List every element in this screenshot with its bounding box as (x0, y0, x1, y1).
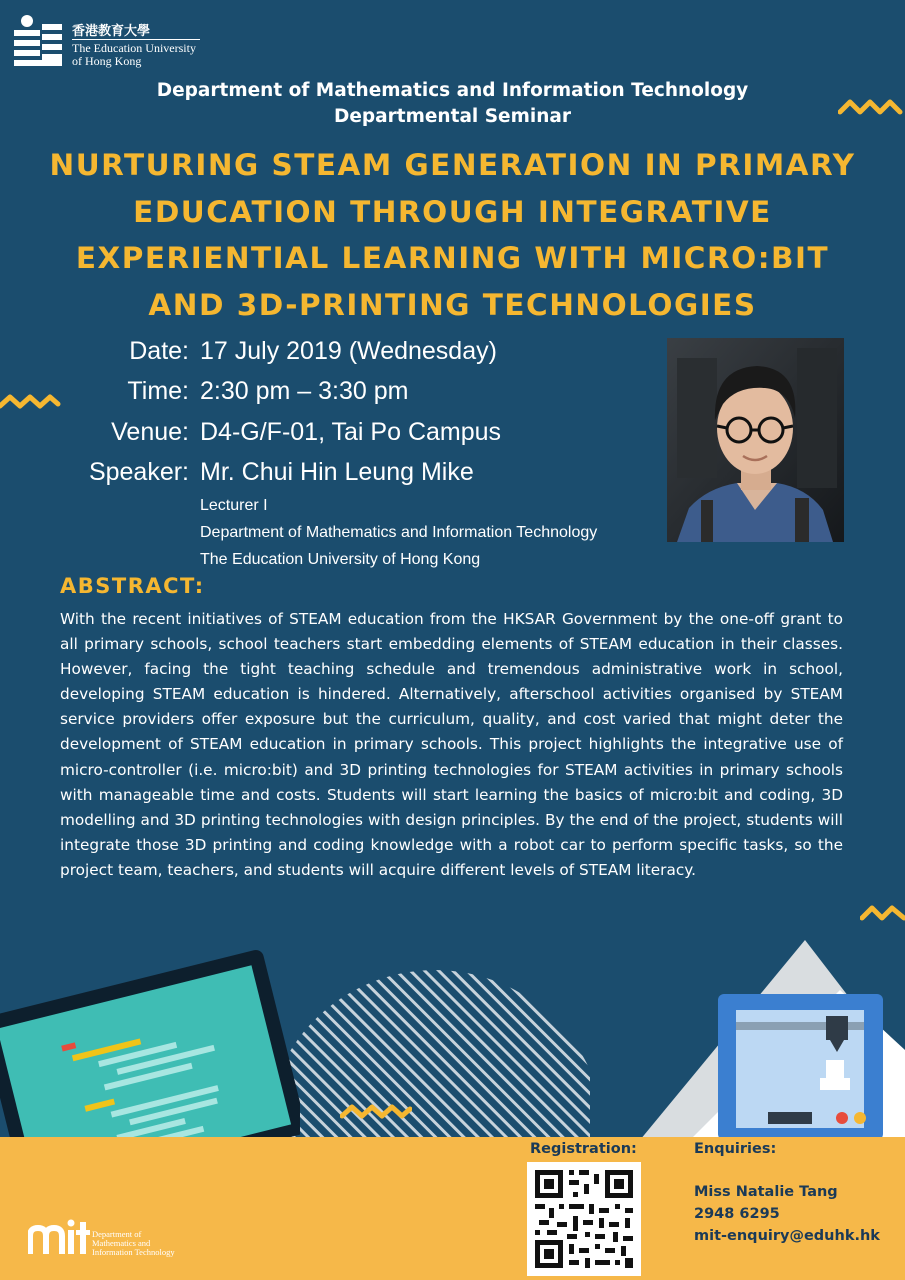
contact-phone: 2948 6295 (694, 1206, 780, 1222)
speaker-label: Speaker: (88, 458, 189, 486)
eduhk-logo (14, 12, 204, 70)
logo-english-line1: The Education University (72, 41, 196, 55)
contact-email[interactable]: mit-enquiry@eduhk.hk (694, 1228, 880, 1244)
mit-logo-icon (28, 1218, 90, 1256)
date-label: Date: (129, 337, 189, 365)
qr-code[interactable] (527, 1162, 641, 1276)
title-line: AND 3D-PRINTING TECHNOLOGIES (148, 287, 757, 322)
speaker-photo (667, 338, 844, 542)
speaker-institution: The Education University of Hong Kong (200, 551, 481, 568)
qr-code-icon (527, 1162, 641, 1276)
enquiries-label: Enquiries: (694, 1141, 777, 1157)
title-line: NURTURING STEAM GENERATION IN PRIMARY (49, 148, 856, 182)
logo-chinese-name: 香港教育大學 (72, 24, 151, 39)
title-line: EXPERIENTIAL LEARNING WITH MICRO:BIT (75, 241, 830, 275)
seminar-type: Departmental Seminar (334, 106, 571, 127)
zigzag-decoration-left (0, 392, 62, 412)
speaker-title: Lecturer I (200, 497, 268, 514)
mit-logo-text-line: Information Technology (92, 1247, 175, 1257)
eduhk-logo-icon (14, 12, 64, 67)
department-header (0, 78, 905, 130)
zigzag-decoration-center (340, 1102, 412, 1120)
mit-logo-text (92, 1230, 175, 1257)
title-line: EDUCATION THROUGH INTEGRATIVE (133, 194, 772, 229)
mit-logo-text-line: Mathematics and (92, 1238, 151, 1248)
date-value: 17 July 2019 (Wednesday) (200, 337, 497, 365)
venue-label: Venue: (111, 418, 189, 446)
zigzag-decoration-right (860, 902, 905, 924)
laptop-illustration (0, 938, 300, 1138)
abstract-body: With the recent initiatives of STEAM education from the HKSAR Government by the one-off grant to all primary schools, school teachers start embedding elements of STEAM education in their classes. However, facing the tight teaching schedule and tremendous administrative work in school, developing STEAM education is hindered. Alternatively, afterschool activities organised by STEAM service providers offer exposure but the curriculum, quality, and cost varied that might deter the development of STEAM education in primary schools. This project highlights the integrative use of micro-controller (i.e. micro:bit) and 3D printing technologies for STEAM activities in primary schools with manageable time and costs. Students will start learning the basics of micro:bit and coding, 3D modelling and 3D printing technologies with design principles. By the end of the project, students will integrate those 3D printing and coding knowledge with a robot car to perform specific tasks, so the project team, teachers, and students will acquire different levels of STEAM literacy. (60, 610, 843, 879)
mit-logo-text-line: Department of (92, 1229, 142, 1239)
time-value: 2:30 pm – 3:30 pm (200, 377, 409, 405)
department-name: Department of Mathematics and Information Technology (156, 80, 749, 101)
seminar-title (20, 142, 885, 328)
time-label: Time: (127, 377, 189, 405)
speaker-department: Department of Mathematics and Information Technology (200, 524, 598, 541)
contact-name: Miss Natalie Tang (694, 1184, 838, 1200)
registration-label: Registration: (530, 1141, 637, 1157)
3d-printer-illustration (718, 994, 883, 1140)
abstract-heading: ABSTRACT: (60, 574, 205, 598)
speaker-value: Mr. Chui Hin Leung Mike (200, 458, 474, 486)
logo-english-line2: of Hong Kong (72, 54, 142, 68)
venue-value: D4-G/F-01, Tai Po Campus (200, 418, 502, 446)
